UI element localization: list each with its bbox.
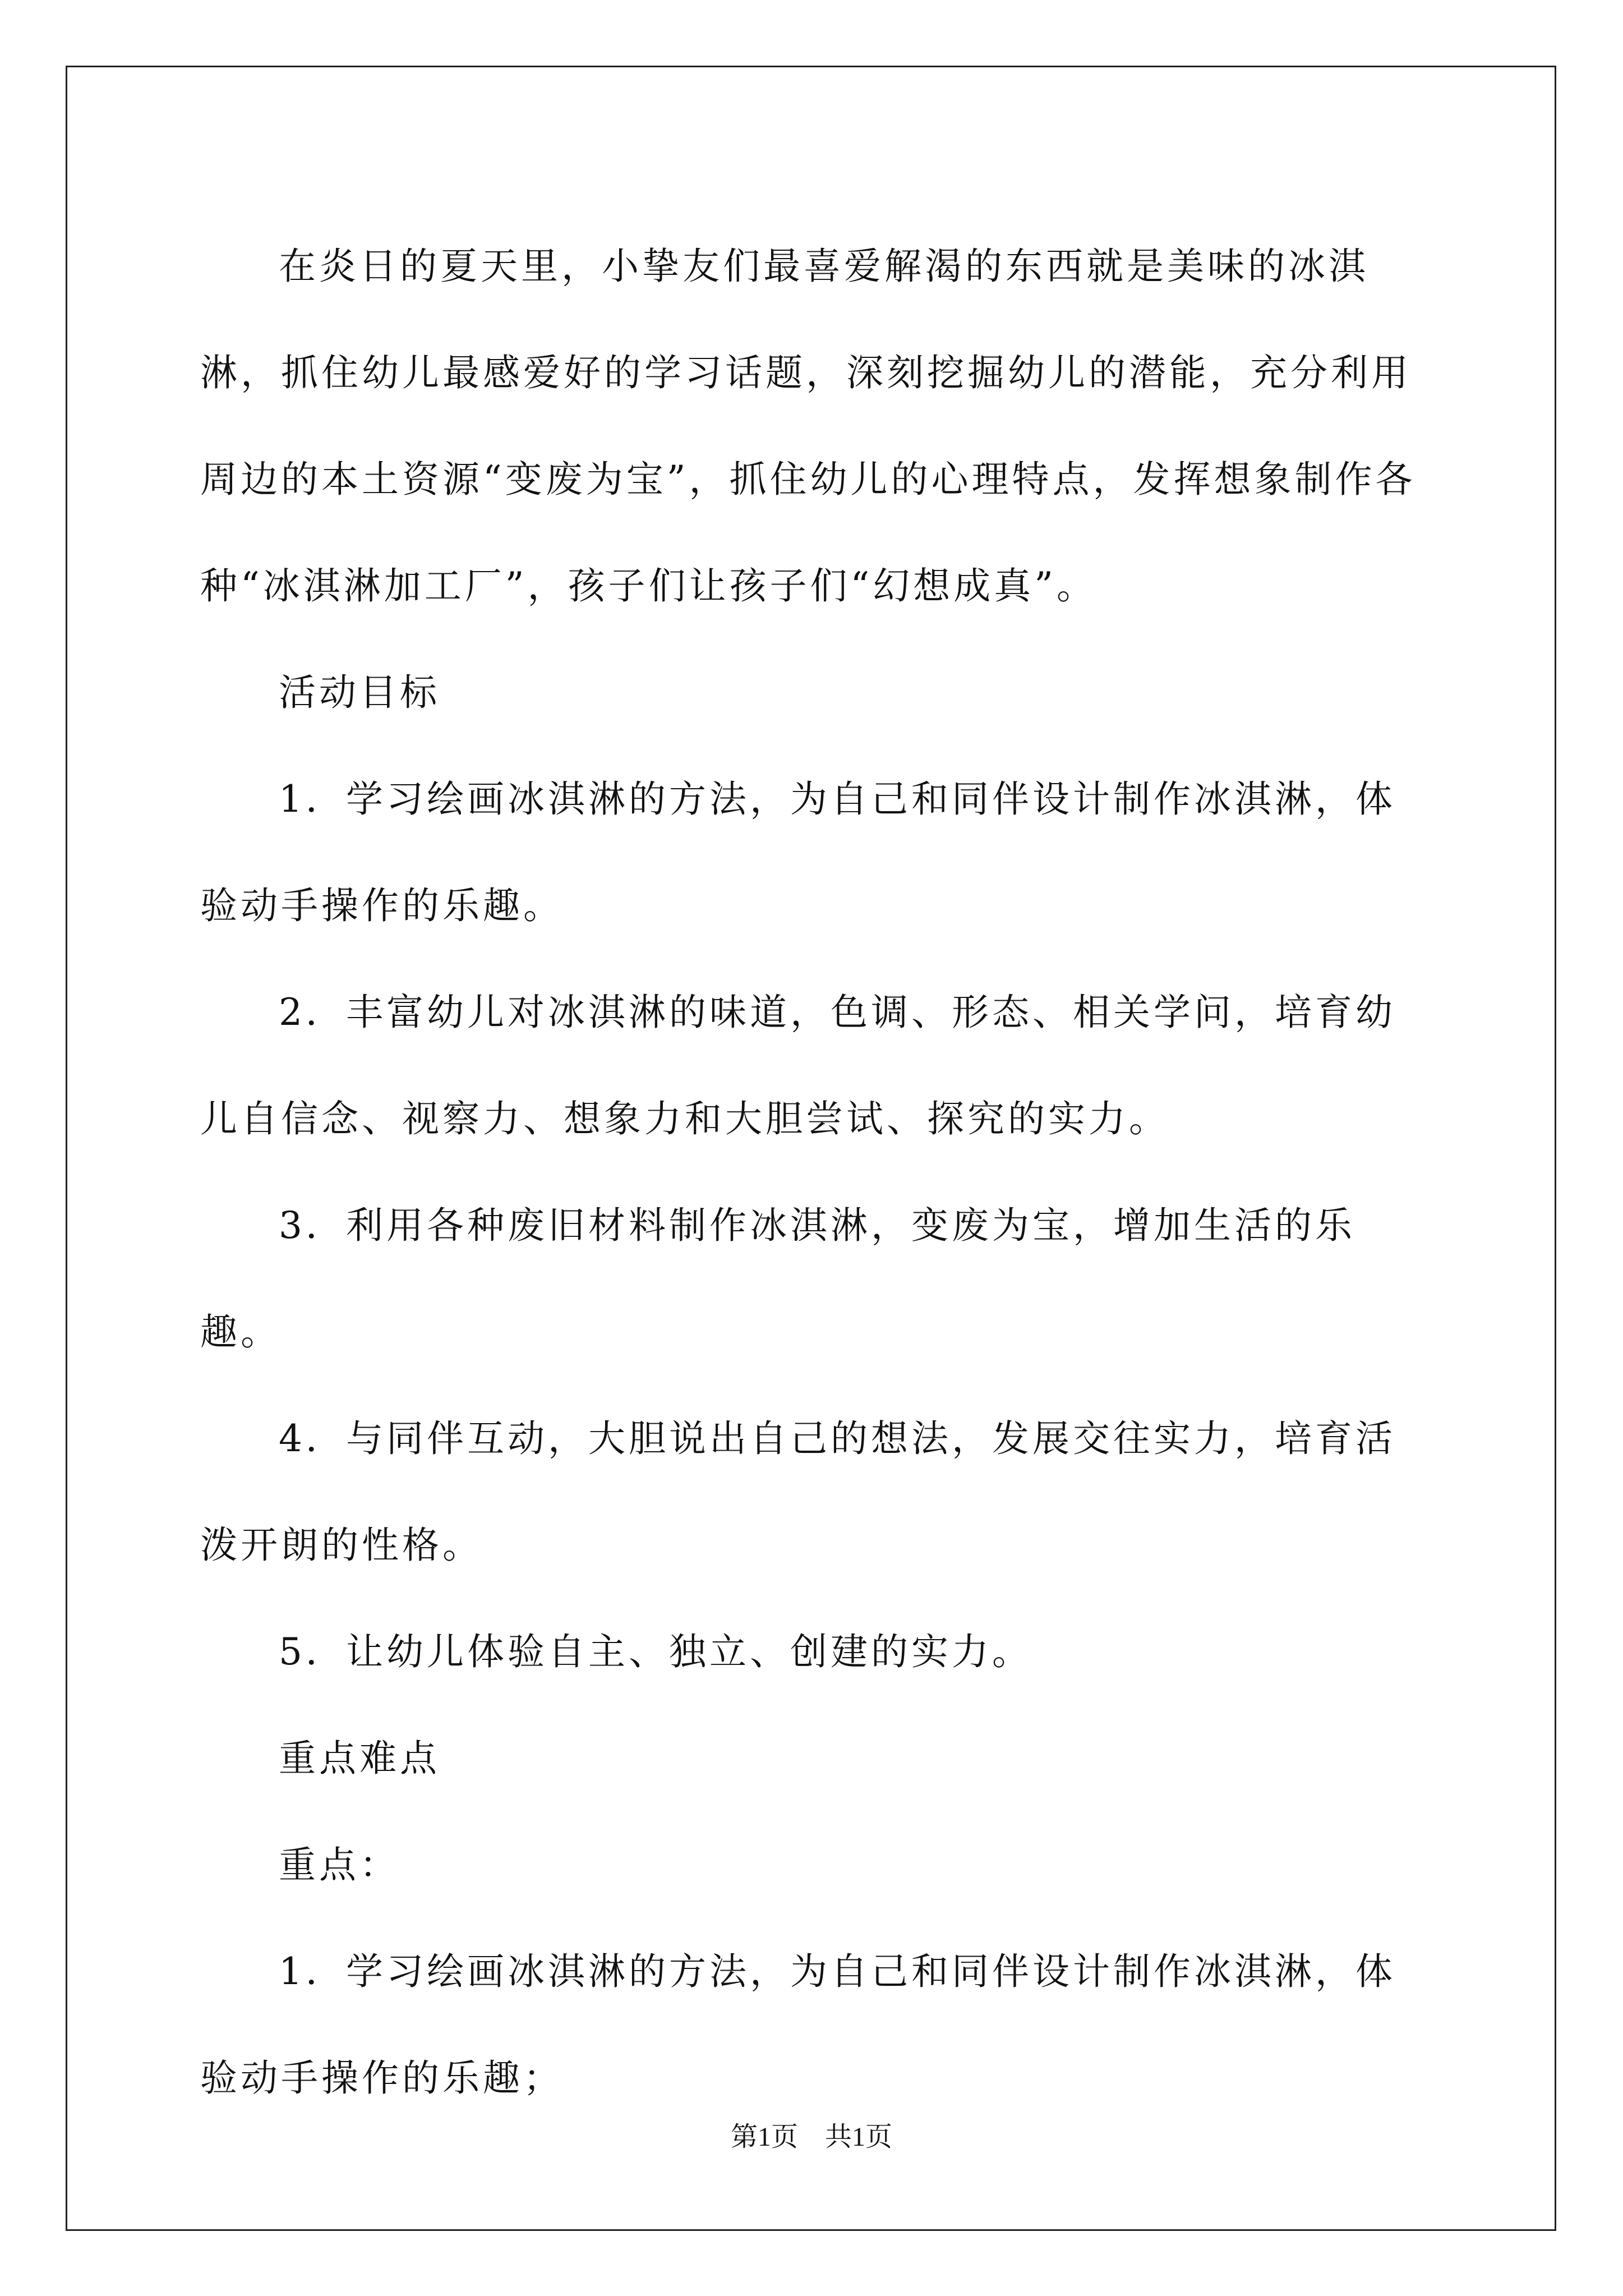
document-body bbox=[200, 213, 1434, 2132]
goal-item-2: 2．丰富幼儿对冰淇淋的味道，色调、形态、相关学问，培育幼儿自信念、视察力、想象力和大胆尝试、探究的实力。 bbox=[200, 991, 1396, 1140]
subheading-key: 重点： bbox=[279, 1843, 400, 1887]
goal-item-1: 1．学习绘画冰淇淋的方法，为自己和同伴设计制作冰淇淋，体验动手操作的乐趣。 bbox=[200, 777, 1396, 927]
section-heading-goals: 活动目标 bbox=[279, 671, 440, 714]
goal-item-4: 4．与同伴互动，大胆说出自己的想法，发展交往实力，培育活泼开朗的性格。 bbox=[200, 1417, 1396, 1567]
intro-paragraph: 在炎日的夏天里，小挚友们最喜爱解渴的东西就是美味的冰淇淋，抓住幼儿最感爱好的学习话题，深刻挖掘幼儿的潜能，充分利用周边的本土资源“变废为宝”，抓住幼儿的心理特点，发挥想象制作各种“冰淇淋加工厂”，孩子们让孩子们“幻想成真”。 bbox=[200, 245, 1416, 608]
page-footer: 第1页 共1页 bbox=[730, 2122, 892, 2152]
goal-item-3: 3．利用各种废旧材料制作冰淇淋，变废为宝，增加生活的乐趣。 bbox=[200, 1204, 1355, 1354]
key-item-1: 1．学习绘画冰淇淋的方法，为自己和同伴设计制作冰淇淋，体验动手操作的乐趣； bbox=[200, 1950, 1396, 2100]
goal-item-5: 5．让幼儿体验自主、独立、创建的实力。 bbox=[279, 1630, 1032, 1673]
section-heading-key-points: 重点难点 bbox=[279, 1737, 440, 1780]
